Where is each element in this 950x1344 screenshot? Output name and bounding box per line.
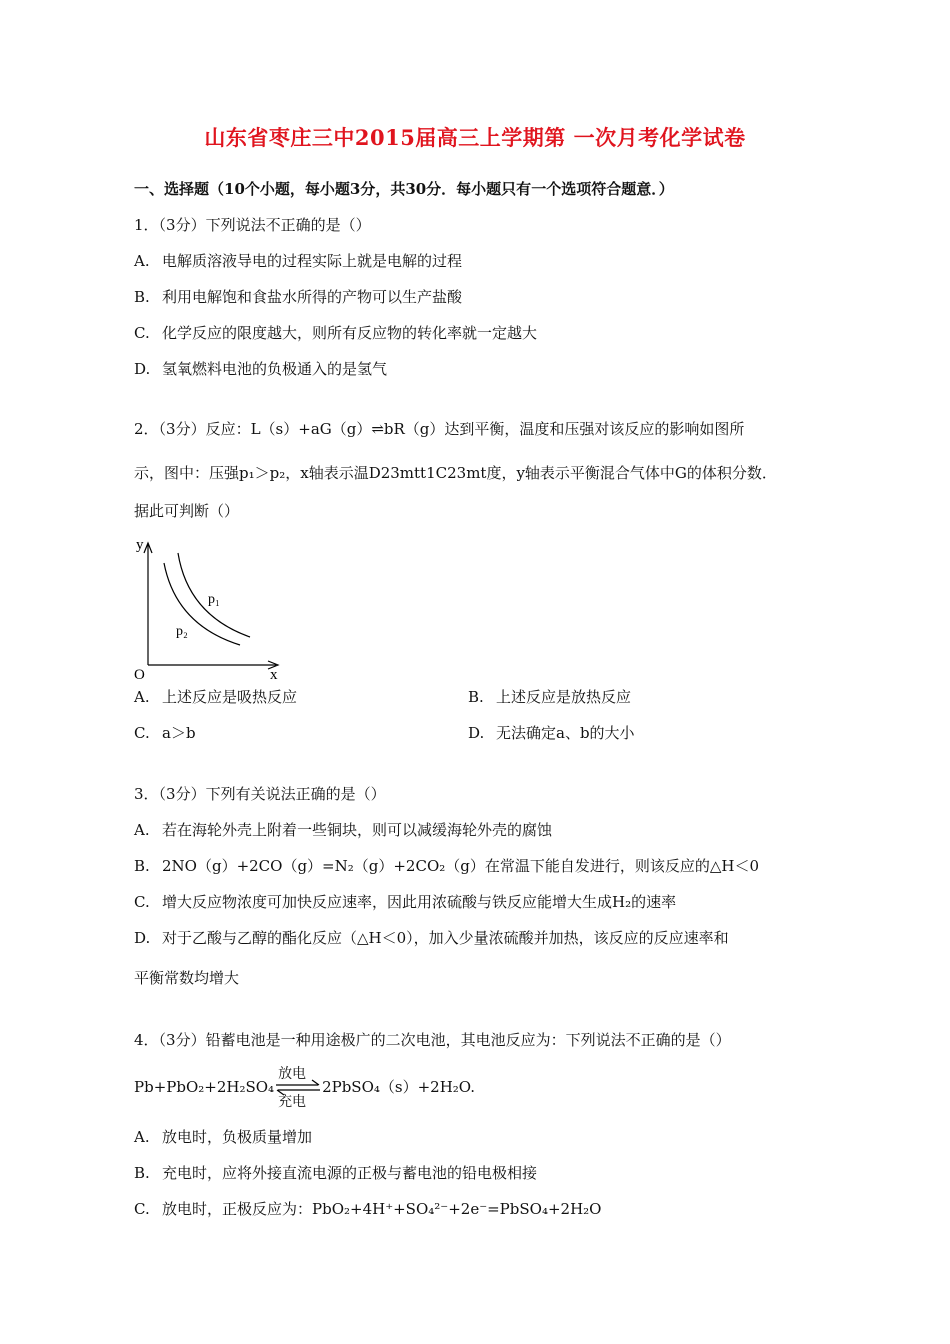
q4-option-b — [134, 1162, 537, 1183]
q3-option-d — [134, 927, 729, 948]
q1-option-a — [134, 250, 462, 271]
option-label: A. — [134, 688, 150, 706]
pressure-temperature-graph — [128, 535, 288, 683]
option-label: C. — [134, 724, 150, 742]
q2-option-b — [468, 686, 631, 707]
q2-option-a — [134, 686, 297, 707]
q1-option-d — [134, 358, 387, 379]
origin-label: O — [134, 667, 145, 683]
q3-option-d-continued: 平衡常数均增大 — [134, 969, 240, 987]
page-title: 山东省枣庄三中2015届高三上学期第 一次月考化学试卷 — [204, 125, 746, 150]
q2-stem-line1: 2．（3分）反应：L（s）+aG（g）⇌bR（g）达到平衡，温度和压强对该反应的影响如图所 — [134, 420, 745, 438]
q4-option-a — [134, 1126, 312, 1147]
q4-option-c — [134, 1198, 601, 1219]
option-text: 充电时，应将外接直流电源的正极与蓄电池的铅电极相接 — [162, 1164, 538, 1182]
y-axis-label: y — [136, 537, 144, 553]
option-label: B. — [134, 857, 150, 875]
option-label: C. — [134, 324, 150, 342]
battery-equation — [134, 1068, 475, 1108]
option-text: 上述反应是吸热反应 — [162, 688, 298, 706]
discharge-label: 放电 — [278, 1066, 307, 1082]
equation-left: Pb+PbO₂+2H₂SO₄ — [134, 1078, 275, 1096]
option-text: a＞b — [162, 724, 196, 742]
q1-option-c — [134, 322, 537, 343]
option-label: A. — [134, 1128, 150, 1146]
x-axis-label: x — [270, 667, 278, 683]
option-label: C. — [134, 893, 150, 911]
q2-option-d — [468, 722, 635, 743]
charge-label: 充电 — [278, 1094, 307, 1110]
q2-stem-line3: 据此可判断（） — [134, 502, 240, 520]
option-text: 化学反应的限度越大，则所有反应物的转化率就一定越大 — [162, 324, 538, 342]
q1-stem: 1．（3分）下列说法不正确的是（） — [134, 216, 371, 234]
option-label: D. — [134, 360, 151, 378]
q3-option-b — [134, 855, 759, 876]
p2-label: p₂ — [176, 624, 188, 639]
option-text: 放电时，负极质量增加 — [162, 1128, 313, 1146]
q3-option-a — [134, 819, 552, 840]
option-label: A. — [134, 821, 150, 839]
q3-stem: 3．（3分）下列有关说法正确的是（） — [134, 785, 386, 803]
option-label: B. — [468, 688, 484, 706]
option-label: B. — [134, 288, 150, 306]
option-text: 无法确定a、b的大小 — [496, 724, 635, 742]
option-label: A. — [134, 252, 150, 270]
section-heading: 一、选择题（10个小题，每小题3分，共30分．每小题只有一个选项符合题意．） — [134, 180, 674, 198]
q4-stem: 4．（3分）铅蓄电池是一种用途极广的二次电池，其电池反应为：下列说法不正确的是（） — [134, 1031, 731, 1049]
option-text: 对于乙酸与乙醇的酯化反应（△H＜0），加入少量浓硫酸并加热，该反应的反应速率和 — [162, 929, 729, 947]
q2-stem-line2: 示，图中：压强p₁＞p₂，x轴表示温D23mtt1C23mt度，y轴表示平衡混合气体中G的体积分数． — [134, 464, 777, 482]
option-label: C. — [134, 1200, 150, 1218]
p1-label: p₁ — [208, 592, 220, 607]
option-text: 上述反应是放热反应 — [496, 688, 632, 706]
equation-right: 2PbSO₄（s）+2H₂O. — [322, 1078, 475, 1096]
option-label: D. — [468, 724, 485, 742]
option-text: 增大反应物浓度可加快反应速率，因此用浓硫酸与铁反应能增大生成H₂的速率 — [162, 893, 677, 911]
option-text: 利用电解饱和食盐水所得的产物可以生产盐酸 — [162, 288, 463, 306]
option-text: 电解质溶液导电的过程实际上就是电解的过程 — [162, 252, 463, 270]
option-text: 氢氧燃料电池的负极通入的是氢气 — [162, 360, 388, 378]
option-text: 若在海轮外壳上附着一些铜块，则可以减缓海轮外壳的腐蚀 — [162, 821, 553, 839]
option-label: B. — [134, 1164, 150, 1182]
q2-option-c — [134, 722, 196, 743]
reversible-arrow — [274, 1068, 322, 1108]
option-text: 放电时，正极反应为：PbO₂+4H⁺+SO₄²⁻+2e⁻=PbSO₄+2H₂O — [162, 1200, 602, 1218]
option-label: D. — [134, 929, 151, 947]
q3-option-c — [134, 891, 676, 912]
q1-option-b — [134, 286, 462, 307]
option-text: 2NO（g）+2CO（g）=N₂（g）+2CO₂（g）在常温下能自发进行，则该反应的△H＜0 — [162, 857, 760, 875]
